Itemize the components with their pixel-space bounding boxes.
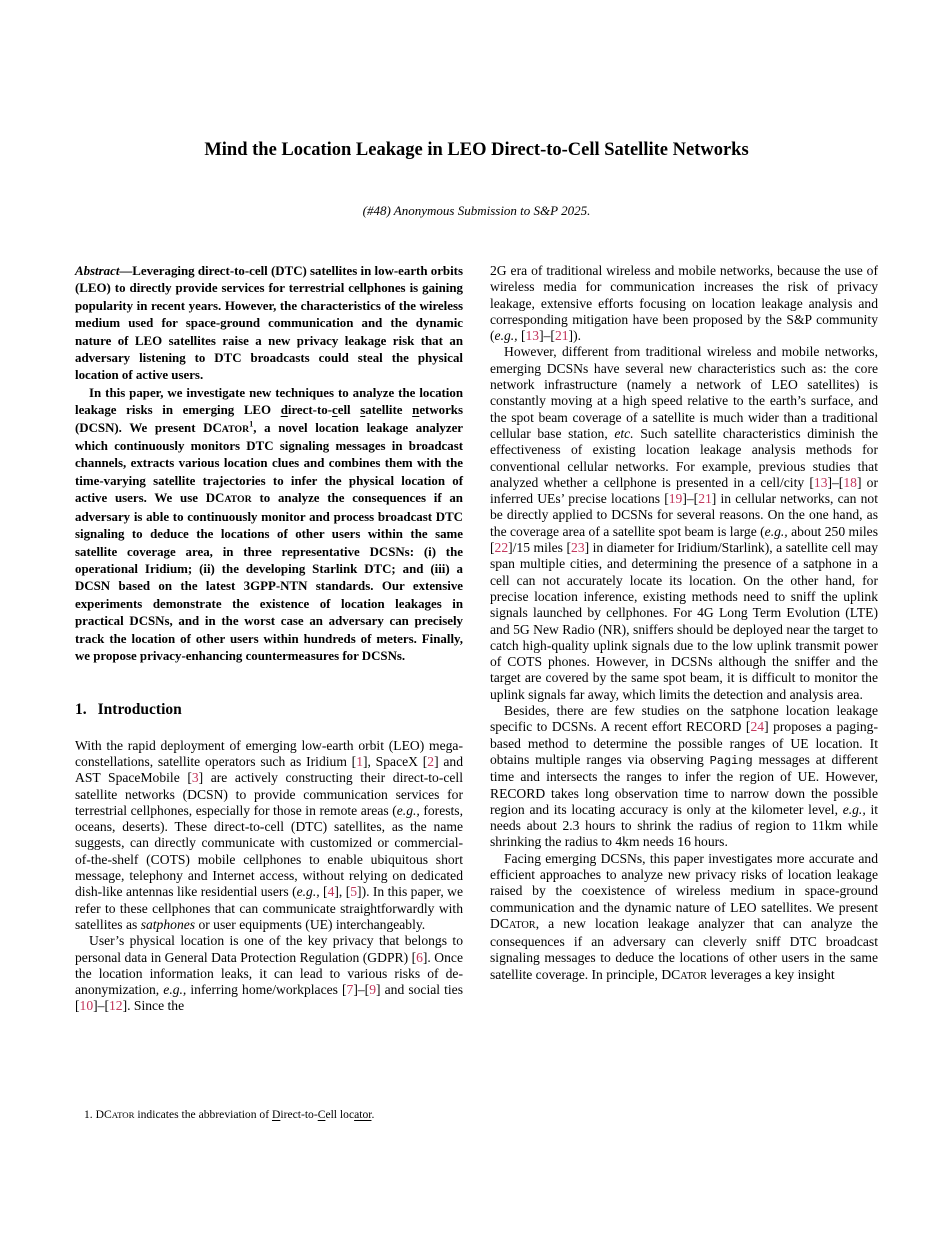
body-paragraph (490, 703, 878, 851)
body-paragraph (490, 344, 878, 703)
text-segment: [ (517, 328, 526, 344)
citation-link[interactable]: 12 (108, 998, 123, 1014)
text-segment: However, different from traditional wireless and mobile networks, emerging DCSNs have several new characteristics such as: the core network infrastructure (namely a network of LEO satellites) is constantly moving at a high speed relative to the earth’s surface, and the spot beam coverage of a satellite is much wider than a traditional cellular base station, (490, 344, 878, 441)
text-segment: Facing emerging DCSNs, this paper investigates more accurate and efficient approaches to analyze new privacy risks of location leakage raised by the coexistence of wireless medium in space-ground communication and the dynamic nature of LEO satellites. We present DC (490, 850, 878, 931)
text-segment: e.g., (842, 801, 866, 817)
section-number: 1. (75, 701, 87, 719)
abstract-paragraph (75, 263, 463, 385)
text-segment: With the rapid deployment of emerging low-earth orbit (LEO) mega-constellations, satellite operators such as Iridium [ (75, 737, 463, 769)
text-segment: leverages a key insight (707, 966, 835, 982)
text-segment: it needs about 2.3 hours to shrink the radius of region to 11km while shrinking the radius to 4km needs 16 hours. (490, 801, 879, 850)
text-segment: messages at different time and intersects the ranges to infer the region of UE. However, RECORD takes long observation time to narrow down the possible region and its locating accuracy is only at the kilometer level, (490, 751, 879, 817)
text-segment: ATOR (111, 1110, 135, 1120)
text-segment: e.g., (296, 884, 320, 900)
section-heading (75, 702, 463, 718)
citation-link[interactable]: 24 (750, 719, 765, 735)
left-column (75, 263, 463, 1233)
text-segment: atellite (365, 403, 413, 418)
text-segment: forests, oceans, deserts). These direct-to-cell (DTC) satellites, as the name suggests, can directly communicate with customized or commercial-of-the-shelf (COTS) mobile cellphones to enable ubiquitous short message, telephony and Internet access, without relying on dedicated dish-like antennas like residential users ( (75, 802, 463, 900)
body-paragraph (75, 738, 463, 934)
text-segment: ] are actively constructing their direct-to-cell satellite networks (DCSN) to provide communication services for terrestrial cellphones, especially for those in remote areas ( (75, 770, 463, 818)
text-segment: 2G era of traditional wireless and mobile networks, because the use of wireless media for communication increases the risk of privacy leakage, extensive efforts focusing on location leakage analysis and corresponding mitigation have been proposed by the S&P community ( (490, 263, 878, 344)
body-paragraph (75, 933, 463, 1014)
text-segment: ]–[ (827, 474, 844, 490)
citation-link[interactable]: 5 (350, 884, 358, 900)
text-segment: , a new location leakage analyzer that can analyze the consequences if an adversary can cleverly sniff DTC broadcast signaling messages to deduce the locations of other users in the same satellite coverage. In principle, DC (490, 915, 878, 982)
text-segment: etc. (614, 425, 634, 441)
text-segment: ]. Once the location information leaks, it can lead to various risks of de-anonymization, (75, 949, 463, 998)
text-segment: ell (337, 403, 361, 418)
citation-link[interactable]: 22 (494, 540, 509, 556)
text-segment: satphones (140, 916, 196, 932)
text-segment: ], SpaceX [ (362, 753, 428, 769)
text-segment: ATOR (224, 494, 252, 506)
text-segment: ator (354, 1108, 372, 1121)
citation-link[interactable]: 18 (843, 474, 857, 490)
text-segment: n (412, 403, 420, 418)
text-segment: ]). (568, 328, 581, 344)
text-segment: ]/15 miles [ (508, 540, 572, 556)
citation-link[interactable]: 2 (427, 753, 435, 769)
text-segment: In this paper, we investigate new techniques to analyze the location leakage risks in emerging LEO (75, 385, 463, 418)
text-segment: Paging (709, 753, 753, 768)
text-segment: ]). In this paper, we refer to these cellphones that can communicate straightforwardly with satellites as (75, 884, 463, 932)
citation-link[interactable]: 13 (813, 474, 828, 490)
text-segment: [ (319, 884, 328, 900)
text-segment: or user equipments (UE) interchangeably. (195, 916, 426, 932)
paper-title: Mind the Location Leakage in LEO Direct-to-Cell Satellite Networks (204, 140, 749, 160)
body-paragraph (490, 851, 878, 985)
text-segment: . (371, 1108, 375, 1121)
text-segment: about 250 miles [ (490, 523, 878, 556)
citation-link[interactable]: 1 (356, 753, 363, 769)
citation-link[interactable]: 7 (346, 982, 354, 998)
citation-link[interactable]: 21 (698, 491, 712, 507)
citation-link[interactable]: 19 (668, 491, 683, 507)
text-segment: ATOR (508, 919, 536, 931)
text-segment: d (280, 403, 288, 418)
text-segment: c (332, 403, 338, 418)
abstract-paragraph (75, 385, 463, 666)
text-segment: ATOR (680, 970, 708, 982)
two-column-layout (75, 263, 878, 1233)
text-segment: ell loc (325, 1108, 355, 1121)
text-segment: Abstract (75, 264, 120, 278)
text-segment: , a novel location leakage analyzer which continuously monitors DTC signaling messages in broadcast channels, extracts various location clues and combines them with the time-varying satellite trajectories to infer the physical location of active users. We use DC (75, 420, 464, 506)
text-segment: ]–[ (682, 491, 699, 507)
text-segment: D (271, 1108, 281, 1121)
text-segment: ]–[ (93, 998, 109, 1014)
citation-link[interactable]: 4 (327, 884, 335, 900)
text-segment: irect-to- (280, 1108, 318, 1121)
citation-link[interactable]: 10 (79, 998, 94, 1014)
text-segment: e.g., (163, 982, 187, 998)
body-paragraph (490, 263, 878, 344)
section-title: Introduction (97, 701, 182, 719)
text-segment: e.g., (396, 802, 420, 818)
citation-link[interactable]: 9 (369, 982, 376, 998)
text-segment: —Leveraging direct-to-cell (DTC) satellites in low-earth orbits (LEO) to directly provide services for terrestrial cellphones is gaining popularity in recent years. However, the characteristics of the wireless medium used for space-ground communication and the dynamic nature of LEO satellites raise a new privacy leakage risk that an adversary listening to DTC broadcasts could steal the physical location of active users. (75, 264, 463, 383)
text-segment: e.g., (494, 328, 518, 344)
text-segment: Besides, there are few studies on the satphone location leakage specific to DCSNs. A recent effort RECORD [ (490, 703, 878, 735)
text-segment: 1 (249, 419, 254, 429)
citation-link[interactable]: 3 (191, 770, 199, 786)
citation-link[interactable]: 23 (571, 540, 585, 556)
citation-link[interactable]: 6 (416, 949, 423, 965)
text-segment: irect-to- (287, 403, 332, 418)
text-segment: ] and AST SpaceMobile [ (75, 753, 463, 786)
author-line: (#48) Anonymous Submission to S&P 2025. (362, 203, 591, 218)
text-segment: to analyze the consequences if an adversary is able to continuously monitor and process broadcast DTC signaling to deduce the locations of other users within the same satellite coverage area, in three representative DCSNs: (i) the operational Iridium; (ii) the developing Starlink DTC; and (iii) a DCSN based on the latest 3GPP-NTN standards. Our extensive experiments demonstrate the existence of location leakages in practical DCSNs, and in the worst case an adversary can precisely track the location of other users within hundreds of meters. Finally, we propose privacy-enhancing countermeasures for DCSNs. (75, 491, 463, 663)
text-segment: indicates the abbreviation of (134, 1108, 272, 1121)
text-segment: ], [ (334, 884, 351, 900)
text-segment: 1. DC (84, 1108, 112, 1121)
text-segment: C (317, 1108, 326, 1121)
text-segment: ] in diameter for Iridium/Starlink), a satellite cell may span multiple cities, and determining the presence of a satphone in a cell can not accurately locate its location. On the other hand, for precise location inference, existing methods need to sniff the uplink signals launched by cellphones. For 4G Long Term Evolution (LTE) and 5G New Radio (NR), sniffers should be deployed near the target to catch high-quality uplink signals due to the low uplink transmit power of COTS phones. However, in DCSNs although the sniffer and the target are covered by the same spot beam, it is difficult to monitor the uplink signals far away, which limits the detection and analysis area. (490, 540, 878, 702)
text-segment: ]–[ (539, 328, 555, 344)
text-segment: inferring home/workplaces [ (186, 982, 347, 998)
text-segment: ] and social ties [ (75, 982, 463, 1014)
text-segment: ] or inferred UEs’ precise locations [ (490, 474, 878, 507)
citation-link[interactable]: 13 (525, 328, 540, 344)
text-segment: s (360, 403, 366, 418)
text-segment: e.g., (764, 523, 788, 539)
text-segment: User’s physical location is one of the key privacy that belongs to personal data in General Data Protection Regulation (GDPR) [ (75, 933, 463, 965)
text-segment: ]–[ (353, 982, 370, 998)
citation-link[interactable]: 21 (554, 328, 569, 344)
footnote (75, 1108, 463, 1122)
text-segment: ] proposes a paging-based method to determine the possible ranges of UE location. It obtains multiple ranges via observing (490, 719, 878, 767)
text-segment: ] in cellular networks, can not be directly applied to DCSNs for several reasons. On the one hand, as the coverage area of a satellite spot beam is large ( (490, 491, 878, 539)
text-segment: Such satellite characteristics diminish the effectiveness of existing location leakage analysis methods for conventional cellular networks. For example, previous studies that analyzed whether a cellphone is presented in a cell/city [ (490, 425, 878, 490)
text-segment: ]. Since the (122, 998, 185, 1014)
text-segment: etworks (DCSN). We present DC (75, 403, 463, 435)
right-column (490, 263, 878, 1233)
text-segment: ATOR (221, 423, 250, 435)
